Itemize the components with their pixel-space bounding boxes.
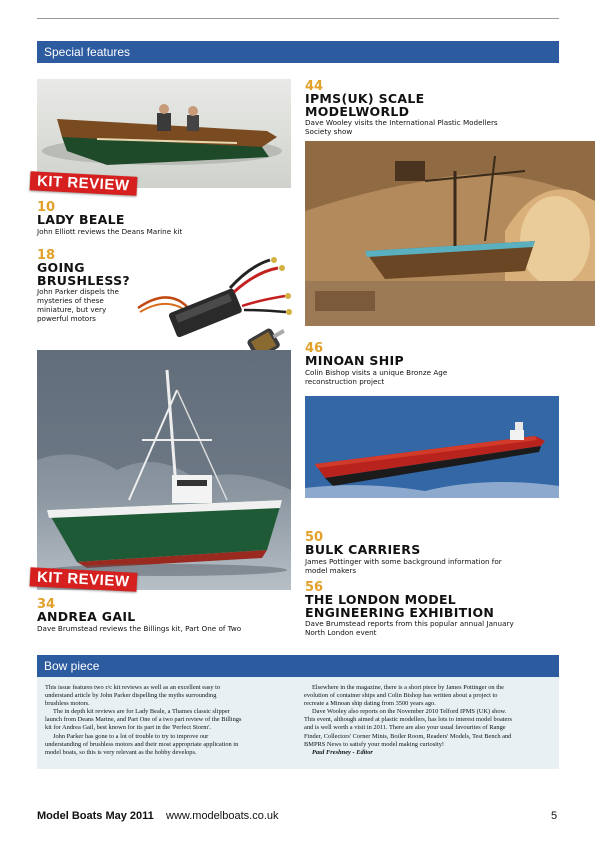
editorial-line: understand article by John Parker dispelling the myths surrounding	[45, 692, 217, 700]
editorial-line: The in depth kit reviews are for Lady Beale, a Thames classic slipper	[53, 708, 230, 716]
page-number: 34	[37, 597, 56, 612]
editorial-line: evolution of container ships and Colin Bishop has written about a project to	[304, 692, 498, 700]
editorial-line: kit for Andrea Gail, best known for its part in the 'Perfect Storm'.	[45, 724, 211, 732]
page-number: 56	[305, 580, 324, 595]
editorial-left-column	[45, 684, 293, 757]
editorial-line: John Parker has gone to a lot of trouble to try to improve our	[53, 732, 209, 740]
article-title-line: MODELWORLD	[305, 103, 410, 119]
article-description-line: North London event	[305, 628, 377, 637]
article-minoan-ship[interactable]	[305, 343, 559, 386]
article-title-line: GOING	[37, 260, 85, 275]
article-description-line: John Parker dispels the	[37, 287, 119, 296]
article-description-line: reconstruction project	[305, 376, 385, 386]
editor-signature: Paul Freshney - Editor	[312, 748, 373, 756]
ipms-show-photo	[305, 141, 595, 326]
article-bulk-carriers[interactable]	[305, 532, 559, 575]
editorial-right-column	[304, 684, 552, 757]
kit-review-label: KIT REVIEW	[36, 568, 130, 591]
article-description-line: powerful motors	[37, 314, 96, 323]
special-features-title: Special features	[44, 45, 131, 59]
bow-piece-editorial	[37, 677, 559, 769]
article-title: MINOAN SHIP	[305, 353, 404, 368]
article-title-line: BRUSHLESS?	[37, 272, 130, 288]
editorial-line: launch from Deans Marine, and Part One of a two part review of the Billings	[45, 716, 242, 724]
page-number: 44	[305, 79, 324, 94]
article-description-line: miniature, but very	[37, 305, 107, 314]
article-title-line: ENGINEERING EXHIBITION	[305, 604, 495, 620]
footer-website-link[interactable]: www.modelboats.co.uk	[166, 810, 279, 822]
bow-piece-header	[37, 655, 559, 677]
article-description: John Elliott reviews the Deans Marine kit	[37, 226, 183, 236]
article-description-line: Dave Wooley visits the International Plastic Modellers	[305, 118, 498, 127]
article-lady-beale[interactable]	[37, 202, 291, 236]
editorial-line: This event, although aimed at plastic modellers, has lots to interest model boaters	[304, 716, 513, 724]
page-number: 46	[305, 341, 324, 356]
article-title: BULK CARRIERS	[305, 542, 421, 557]
article-london-model-exhibition[interactable]	[305, 582, 559, 637]
top-rule	[37, 18, 559, 19]
editorial-line: This issue features two r/c kit reviews as well as an excellent easy to	[45, 684, 221, 691]
editorial-line: Dave Wooley also reports on the November 2010 Telford IPMS (UK) show.	[312, 708, 507, 716]
article-description-line: mysteries of these	[37, 296, 104, 305]
article-title-line: IPMS(UK) SCALE	[305, 91, 425, 106]
article-description-line: model makers	[305, 565, 357, 575]
article-ipms[interactable]	[305, 81, 559, 136]
bow-piece-title: Bow piece	[44, 659, 100, 673]
article-title-line: THE LONDON MODEL	[305, 592, 457, 607]
page-number: 50	[305, 530, 324, 545]
article-andrea-gail[interactable]	[37, 599, 297, 633]
bulk-carrier-photo	[305, 396, 559, 498]
editorial-line: model boats, so this is very relevant as the hobby develops.	[45, 748, 197, 756]
editorial-line: and is well worth a visit in 2011. There are also your usual favourites of Range	[304, 724, 506, 732]
editorial-line: BMPRS News to satisfy your model making curiosity!	[304, 740, 445, 748]
footer-magazine-issue: Model Boats May 2011	[37, 810, 154, 822]
editorial-line: brushless motors.	[45, 700, 90, 708]
andrea-gail-photo	[37, 350, 291, 590]
page-number: 18	[37, 248, 56, 263]
editorial-line: recreate a Minoan ship dating from 3500 years ago.	[304, 700, 436, 708]
special-features-header	[37, 41, 559, 63]
article-description-line: Dave Brumstead reports from this popular annual January	[305, 619, 514, 628]
editorial-line: Finder, Collectors' Corner Minis, Boiler Room, Readers' Models, Test Bench and	[304, 732, 512, 740]
article-title: ANDREA GAIL	[37, 609, 136, 624]
article-description-line: Society show	[305, 127, 353, 136]
article-description: Dave Brumstead reviews the Billings kit, Part One of Two	[37, 623, 242, 633]
article-title: LADY BEALE	[37, 212, 125, 227]
footer-page-number: 5	[551, 810, 558, 822]
page-number: 10	[37, 200, 56, 215]
lady-beale-photo	[37, 79, 291, 188]
editorial-line: Elsewhere in the magazine, there is a short piece by James Pottinger on the	[312, 684, 505, 691]
article-description-line: Colin Bishop visits a unique Bronze Age	[305, 367, 448, 377]
kit-review-label: KIT REVIEW	[36, 172, 130, 195]
editorial-line: understanding of brushless motors and their most appropriate application in	[45, 740, 239, 748]
article-description-line: James Pottinger with some background information for	[305, 556, 502, 566]
